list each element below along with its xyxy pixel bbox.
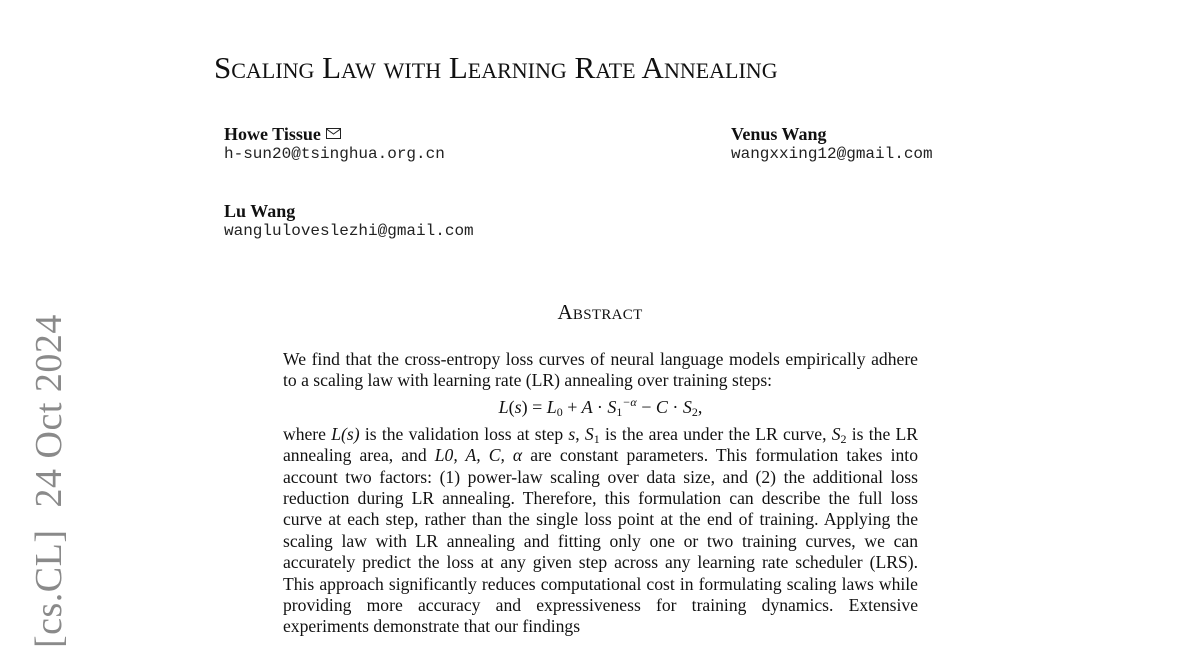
author-block-1 — [224, 124, 445, 164]
abstract-body — [283, 349, 918, 638]
arxiv-date: 24 Oct 2024 — [28, 314, 70, 508]
author-email[interactable]: wangluloveslezhi@gmail.com — [224, 222, 474, 240]
abstract-main: where L(s) is the validation loss at step s, $S_1$ is the area under the LR curve, $S_2$ is the LR annealing area, and L0, A, C, α are constant parameters. This formulation takes into account two factors: (1) power-law scaling over data size, and (2) the additional loss reduction during LR annealing. Therefore, this formulation can describe the full loss curve at each step, rather than the single loss point at the end of training. Applying the scaling law with LR annealing and fitting only one or two training curves, we can accurately predict the loss at any given step across any learning rate scheduler (LRS). This approach significantly reduces computational cost in formulating scaling laws while providing more accuracy and expressiveness for training dynamics. Extensive experiments demonstrate that our findings — [283, 423, 918, 637]
abstract-intro: We find that the cross-entropy loss curves of neural language models empirically adhere to a scaling law with learning rate (LR) annealing over training steps: — [283, 349, 918, 391]
author-name: Howe Tissue — [224, 124, 321, 144]
arxiv-stamp — [30, 314, 68, 648]
equation-text: $L(s) = L_0 + A \cdot S_1^{-\alpha} - C \cdot S_2$, — [498, 394, 703, 419]
author-name: Lu Wang — [224, 201, 296, 221]
abstract-heading: Abstract — [557, 300, 643, 324]
author-email[interactable]: wangxxing12@gmail.com — [731, 145, 933, 163]
paper-title-text: Scaling Law with Learning Rate Annealing — [214, 50, 778, 85]
envelope-icon — [326, 128, 341, 139]
scaling-law-equation — [283, 394, 918, 420]
author-block-3 — [224, 201, 474, 241]
author-name: Venus Wang — [731, 124, 827, 144]
arxiv-category: [cs.CL] — [28, 529, 70, 648]
author-email[interactable]: h-sun20@tsinghua.org.cn — [224, 145, 445, 163]
author-block-2 — [731, 124, 933, 164]
paper-title — [214, 50, 778, 86]
